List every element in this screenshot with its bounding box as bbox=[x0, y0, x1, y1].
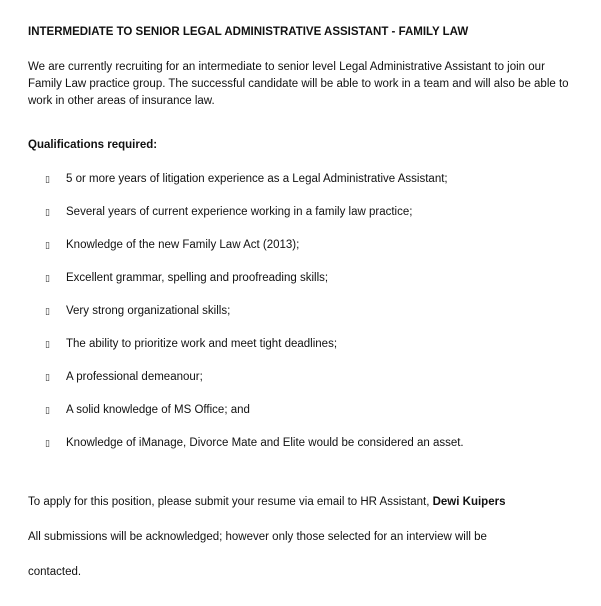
bullet-icon: ▯ bbox=[45, 306, 50, 316]
qualification-text: Several years of current experience working in a family law practice; bbox=[66, 206, 413, 218]
list-item bbox=[0, 369, 601, 402]
job-title: INTERMEDIATE TO SENIOR LEGAL ADMINISTRATIVE ASSISTANT - FAMILY LAW bbox=[28, 26, 469, 38]
bullet-icon: ▯ bbox=[45, 372, 50, 382]
qualification-text: The ability to prioritize work and meet tight deadlines; bbox=[66, 338, 338, 350]
apply-instructions bbox=[28, 496, 505, 508]
bullet-icon: ▯ bbox=[45, 240, 50, 250]
qualification-text: Very strong organizational skills; bbox=[66, 305, 231, 317]
bullet-icon: ▯ bbox=[45, 174, 50, 184]
list-item bbox=[0, 303, 601, 336]
qualification-text: 5 or more years of litigation experience as a Legal Administrative Assistant; bbox=[66, 173, 448, 185]
list-item bbox=[0, 402, 601, 435]
qualification-text: Knowledge of iManage, Divorce Mate and Elite would be considered an asset. bbox=[66, 437, 464, 449]
bullet-icon: ▯ bbox=[45, 339, 50, 349]
bullet-icon: ▯ bbox=[45, 273, 50, 283]
qualification-text: A professional demeanour; bbox=[66, 371, 203, 383]
bullet-icon: ▯ bbox=[45, 207, 50, 217]
bullet-icon: ▯ bbox=[45, 438, 50, 448]
list-item bbox=[0, 171, 601, 204]
bullet-icon: ▯ bbox=[45, 405, 50, 415]
list-item bbox=[0, 336, 601, 369]
list-item bbox=[0, 270, 601, 303]
acknowledgement-text-continued: contacted. bbox=[28, 566, 82, 578]
intro-paragraph: We are currently recruiting for an intermediate to senior level Legal Administrative Assistant to join our Family Law practice group. The successful candidate will be able to work in a team and will also be able to work in other areas of insurance law. bbox=[28, 61, 569, 107]
qualifications-list bbox=[0, 171, 601, 468]
apply-text: To apply for this position, please submit your resume via email to HR Assistant, bbox=[28, 496, 433, 508]
qualifications-heading: Qualifications required: bbox=[28, 139, 158, 151]
acknowledgement-text: All submissions will be acknowledged; however only those selected for an interview will be bbox=[28, 531, 487, 543]
qualification-text: Excellent grammar, spelling and proofreading skills; bbox=[66, 272, 329, 284]
list-item bbox=[0, 435, 601, 468]
contact-name: Dewi Kuipers bbox=[432, 496, 506, 508]
qualification-text: Knowledge of the new Family Law Act (2013); bbox=[66, 239, 300, 251]
list-item bbox=[0, 204, 601, 237]
qualification-text: A solid knowledge of MS Office; and bbox=[66, 404, 250, 416]
list-item bbox=[0, 237, 601, 270]
